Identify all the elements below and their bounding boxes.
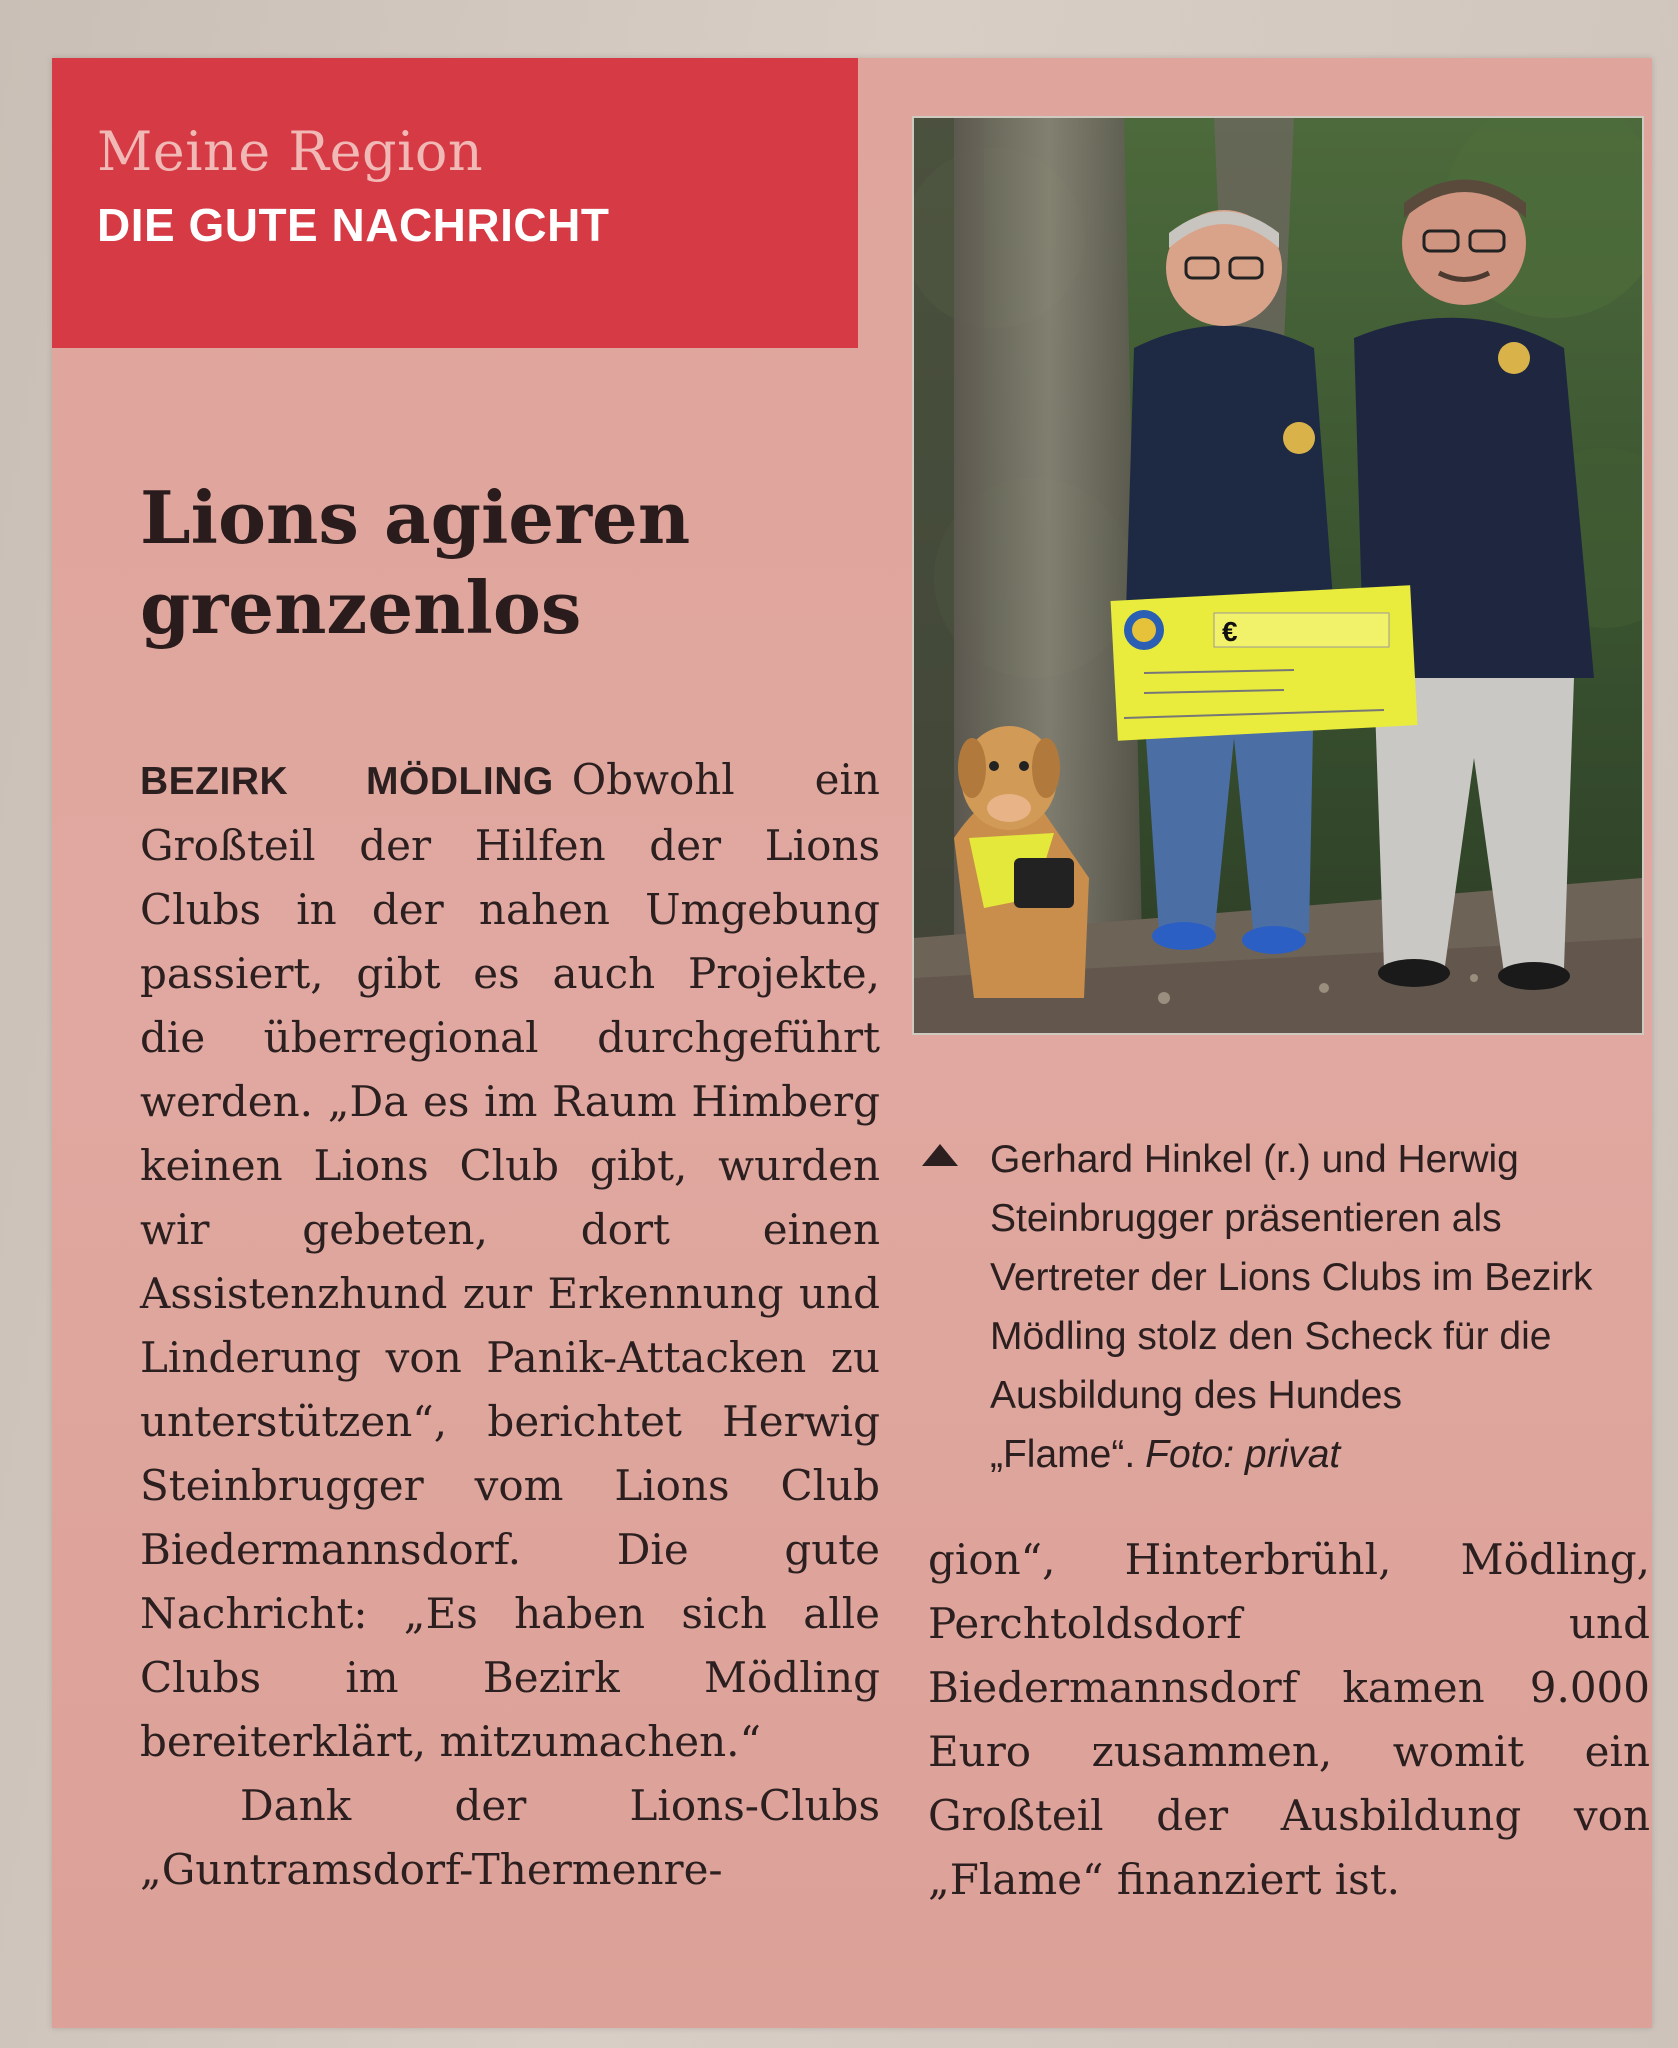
dateline: BEZIRK MÖDLING xyxy=(140,760,554,803)
headline-line-1: Lions agieren xyxy=(140,475,691,560)
caption-text-block xyxy=(990,1130,1652,1484)
article-paragraph-1 xyxy=(140,748,880,1774)
photo-caption xyxy=(922,1130,1652,1484)
section-rubric: DIE GUTE NACHRICHT xyxy=(97,199,610,251)
article-headline xyxy=(140,473,860,653)
article-paragraph-3: gion“, Hinterbrühl, Mödling, Perchtoldsdorf und Biedermannsdorf kamen 9.000 Euro zusammen, womit ein Großteil der Ausbildung von „Flame“ finanziert ist. xyxy=(928,1535,1650,1904)
check-currency: € xyxy=(1222,616,1238,647)
article-paragraph-2: Dank der Lions-Clubs „Guntramsdorf-Thermenre- xyxy=(140,1781,880,1894)
photo-credit: Foto: privat xyxy=(1145,1433,1341,1476)
caption-text: Gerhard Hinkel (r.) und Herwig Steinbrugger präsentieren als Vertreter der Lions Clubs im Bezirk Mödling stolz den Scheck für die Ausbildung des Hundes „Flame“. xyxy=(990,1138,1593,1476)
section-kicker: Meine Region xyxy=(97,120,484,183)
article-body-column-1 xyxy=(140,748,880,1902)
headline-line-2: grenzenlos xyxy=(140,565,582,650)
section-header xyxy=(52,58,858,348)
article-photo xyxy=(912,116,1644,1035)
article-clipping xyxy=(52,58,1652,2028)
donation-check xyxy=(1111,585,1418,741)
paragraph-1-text: Obwohl ein Großteil der Hilfen der Lions Clubs in der nahen Umgebung passiert, gibt es auch Projekte, die überregional durchgeführt werden. „Da es im Raum Himberg keinen Lions Club gibt, wurden wir gebeten, dort einen Assistenzhund zur Erkennung und Linderung von Panik-Attacken zu unterstützen“, berichtet Herwig Steinbrugger vom Lions Club Biedermannsdorf. Die gute Nachricht: „Es haben sich alle Clubs im Bezirk Mödling bereiterklärt, mitzumachen.“ xyxy=(140,755,880,1766)
photo-illustration xyxy=(914,118,1642,1033)
article-body-column-2 xyxy=(928,1528,1650,1912)
caption-triangle-icon xyxy=(922,1144,958,1166)
